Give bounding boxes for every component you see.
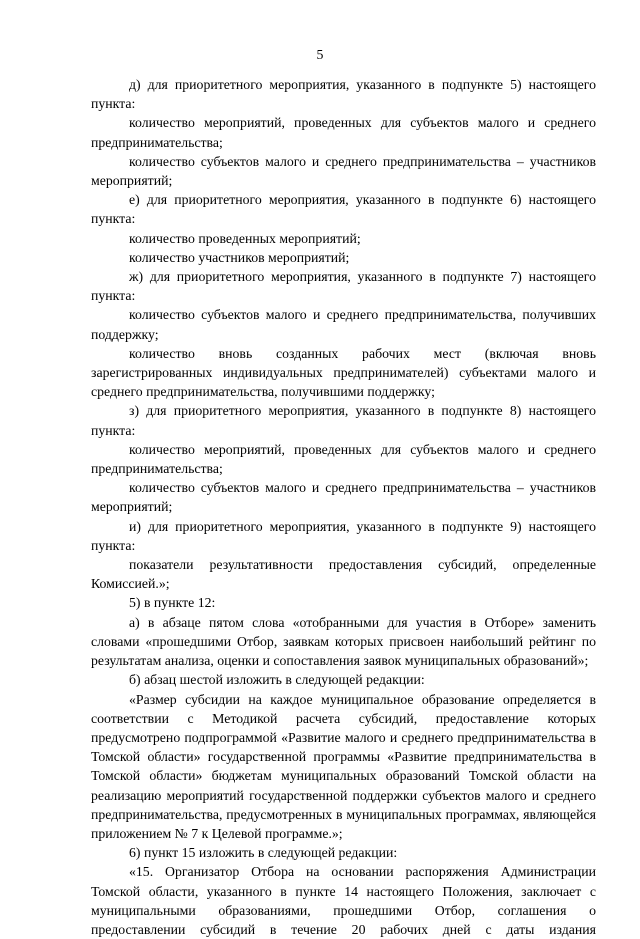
page-number: 5 [316, 47, 324, 62]
paragraph: б) абзац шестой изложить в следующей редакции: [129, 672, 425, 688]
document-body [91, 75, 596, 939]
paragraph: количество субъектов малого и среднего предпринимательства – участников мероприятий; [91, 153, 596, 189]
paragraph: ж) для приоритетного мероприятия, указанного в подпункте 7) настоящего пункта: [91, 269, 596, 304]
paragraph: з) для приоритетного мероприятия, указанного в подпункте 8) настоящего пункта: [91, 403, 596, 438]
paragraph: количество субъектов малого и среднего предпринимательства – участников мероприятий; [91, 480, 596, 515]
paragraph: «Размер субсидии на каждое муниципальное образование определяется в соответствии с Методикой расчета субсидий, предоставление которых предусмотрено подпрограммой «Развитие малого и среднего предпринимательства в Томской области» государственной программы «Развитие предпринимательства в Томской области» бюджетам муниципальных образований Томской области на реализацию мероприятий государственной поддержки субъектов малого и среднего предпринимательства, предусмотренных в муниципальных программах, являющейся приложением № 7 к Целевой программе.»; [91, 691, 596, 841]
paragraph: показатели результативности предоставления субсидий, определенные Комиссией.»; [91, 557, 596, 592]
paragraph: количество субъектов малого и среднего предпринимательства, получивших поддержку; [91, 307, 596, 342]
paragraph: количество участников мероприятий; [129, 249, 350, 265]
paragraph: «15. Организатор Отбора на основании распоряжения Администрации Томской области, указанного в пункте 14 настоящего Положения, заключает с муниципальными образованиями, прошедшими Отбор, соглашения о предоставлении субсидий в течение 20 рабочих дней с даты издания [91, 864, 596, 937]
paragraph: д) для приоритетного мероприятия, указанного в подпункте 5) настоящего пункта: [91, 77, 596, 112]
paragraph: количество вновь созданных рабочих мест (включая вновь зарегистрированных индивидуальных предпринимателей) субъектами малого и среднего предпринимательства, получившими поддержку; [91, 345, 596, 400]
paragraph: количество мероприятий, проведенных для субъектов малого и среднего предпринимательства; [91, 115, 596, 150]
paragraph: и) для приоритетного мероприятия, указанного в подпункте 9) настоящего пункта: [91, 518, 596, 553]
paragraph: 6) пункт 15 изложить в следующей редакции: [129, 845, 398, 861]
paragraph: е) для приоритетного мероприятия, указанного в подпункте 6) настоящего пункта: [91, 192, 596, 227]
paragraph: количество проведенных мероприятий; [129, 230, 361, 246]
paragraph: 5) в пункте 12: [129, 595, 216, 611]
paragraph: количество мероприятий, проведенных для субъектов малого и среднего предпринимательства; [91, 441, 596, 477]
paragraph: а) в абзаце пятом слова «отобранными для участия в Отборе» заменить словами «прошедшими Отбор, заявкам которых присвоен наибольший рейтинг по результатам анализа, оценки и сопоставления заявок муниципальных образований»; [91, 614, 596, 669]
